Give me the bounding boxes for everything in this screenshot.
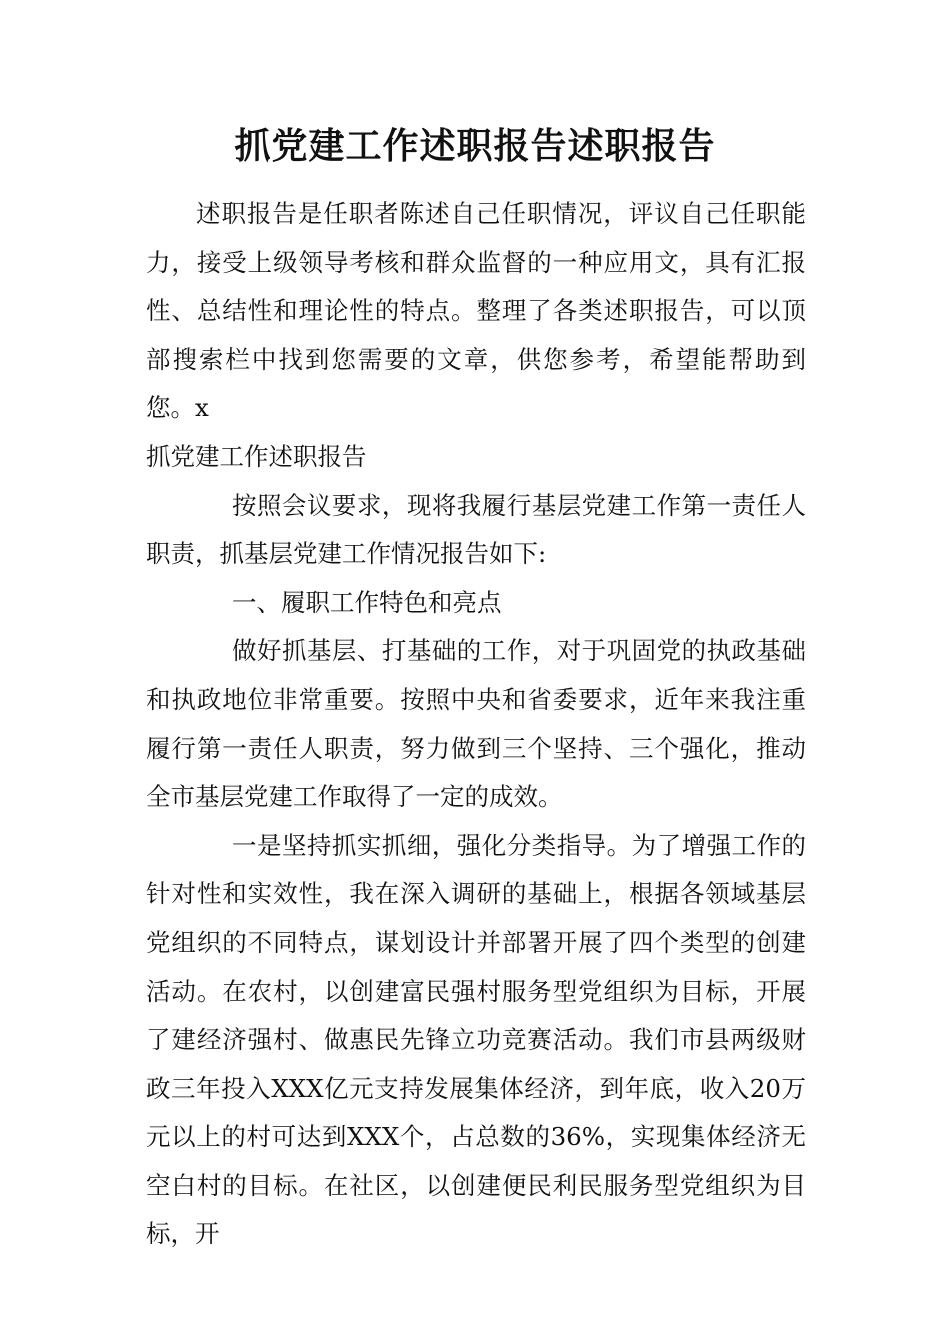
- body-paragraph: 一是坚持抓实抓细，强化分类指导。为了增强工作的针对性和实效性，我在深入调研的基础上，根据各领域基层党组织的不同特点，谋划设计并部署开展了四个类型的创建活动。在农村，以创建富民强村服务型党组织为目标，开展了建经济强村、做惠民先锋立功竞赛活动。我们市县两级财政三年投入XXX亿元支持发展集体经济，到年底，收入20万元以上的村可达到XXX个，占总数的36%，实现集体经济无空白村的目标。在社区，以创建便民利民服务型党组织为目标，开: [146, 830, 806, 1249]
- intro-paragraph: 述职报告是任职者陈述自己任职情况，评议自己任职能力，接受上级领导考核和群众监督的一种应用文，具有汇报性、总结性和理论性的特点。整理了各类述职报告，可以顶部搜索栏中找到您需要的文章，供您参考，希望能帮助到您。x: [146, 199, 806, 423]
- opening-paragraph: 按照会议要求，现将我履行基层党建工作第一责任人职责，抓基层党建工作情况报告如下:: [146, 490, 806, 569]
- document-body: [146, 190, 806, 1259]
- section-heading: 抓党建工作述职报告: [146, 441, 367, 471]
- body-paragraph: 做好抓基层、打基础的工作，对于巩固党的执政基础和执政地位非常重要。按照中央和省委要求，近年来我注重履行第一责任人职责，努力做到三个坚持、三个强化，推动全市基层党建工作取得了一定的成效。: [146, 636, 806, 812]
- document-title: 抓党建工作述职报告述职报告: [234, 125, 716, 167]
- subsection-heading: 一、履职工作特色和亮点: [232, 587, 502, 617]
